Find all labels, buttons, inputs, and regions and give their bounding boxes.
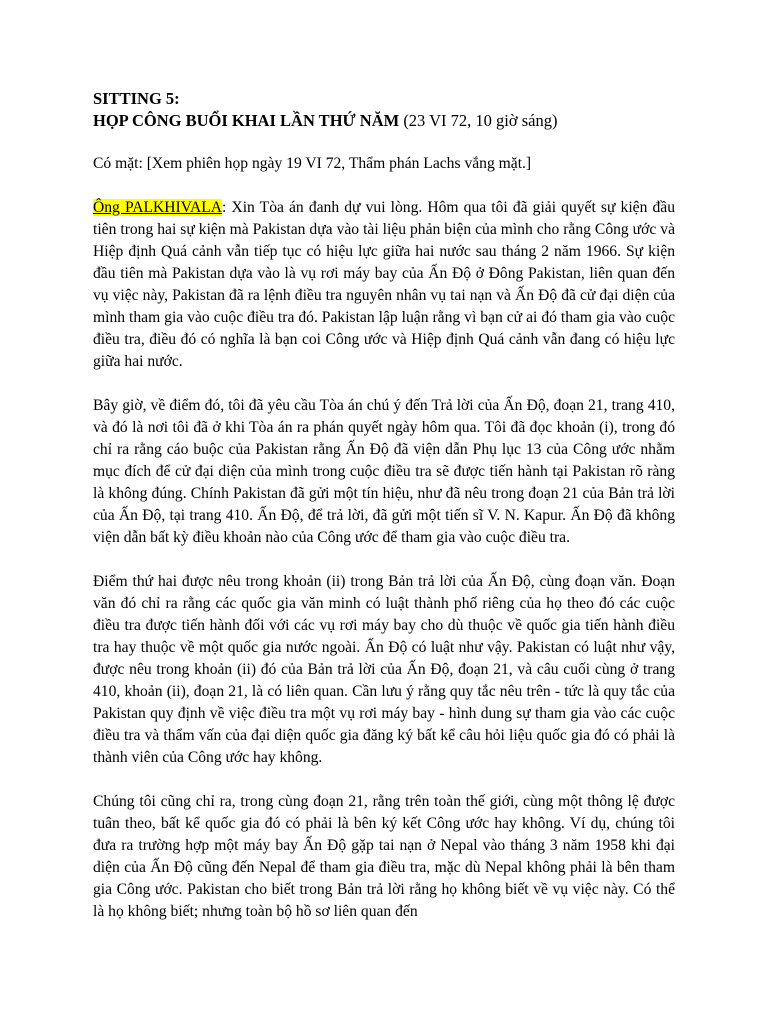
speaker-name: Ông PALKHIVALA xyxy=(93,199,223,216)
paragraph-3: Điểm thứ hai được nêu trong khoản (ii) trong Bản trả lời của Ấn Độ, cùng đoạn văn. Đoạn văn đó chỉ ra rằng các quốc gia văn minh có luật thành phố riêng của họ theo đó các cuộc điều tra được tiến hành đối với các vụ rơi máy bay cho dù thuộc về quốc gia tiến hành điều tra hay thuộc về một quốc gia nước ngoài. Ấn Độ có luật như vậy. Pakistan có luật như vậy, được nêu trong khoản (ii) đó của Bản trả lời của Ấn Độ, đoạn 21, và câu cuối cùng ở trang 410, khoản (ii), đoạn 21, là có liên quan. Cần lưu ý rằng quy tắc nêu trên - tức là quy tắc của Pakistan quy định về việc điều tra một vụ rơi máy bay - hình dung sự tham gia vào các cuộc điều tra và thẩm vấn của đại diện quốc gia đăng ký bất kể câu hỏi liệu quốc gia đó có phải là thành viên của Công ước hay không. xyxy=(93,573,675,766)
session-date: (23 VI 72, 10 giờ sáng) xyxy=(399,111,558,130)
paragraph-4: Chúng tôi cũng chỉ ra, trong cùng đoạn 21, rằng trên toàn thế giới, cùng một thông lệ được tuân theo, bất kể quốc gia đó có phải là bên ký kết Công ước hay không. Ví dụ, chúng tôi đưa ra trường hợp một máy bay Ấn Độ gặp tai nạn ở Nepal vào tháng 3 năm 1958 khi đại diện của Ấn Độ cũng đến Nepal để tham gia điều tra, mặc dù Nepal không phải là bên tham gia Công ước. Pakistan cho biết trong Bản trả lời rằng họ không biết về vụ việc này. Có thể là họ không biết; nhưng toàn bộ hồ sơ liên quan đến xyxy=(93,793,675,920)
paragraph-1 xyxy=(93,197,675,373)
paragraph-2: Bây giờ, về điểm đó, tôi đã yêu cầu Tòa án chú ý đến Trả lời của Ấn Độ, đoạn 21, trang 410, và đó là nơi tôi đã ở khi Tòa án ra phán quyết ngày hôm qua. Tôi đã đọc khoản (i), trong đó chỉ ra rằng cáo buộc của Pakistan rằng Ấn Độ đã viện dẫn Phụ lục 13 của Công ước nhằm mục đích để cử đại diện của mình trong cuộc điều tra sẽ được tiến hành tại Pakistan rõ ràng là không đúng. Chính Pakistan đã gửi một tín hiệu, như đã nêu trong đoạn 21 của Bản trả lời của Ấn Độ, tại trang 410. Ấn Độ, để trả lời, đã gửi một tiến sĩ V. N. Kapur. Ấn Độ đã không viện dẫn bất kỳ điều khoản nào của Công ước để tham gia vào cuộc điều tra. xyxy=(93,397,675,546)
document-heading xyxy=(93,88,675,132)
attendance-note: Có mặt: [Xem phiên họp ngày 19 VI 72, Thẩm phán Lachs vắng mặt.] xyxy=(93,155,532,172)
document-page xyxy=(93,88,675,923)
paragraph-1-text: : Xin Tòa án đanh dự vui lòng. Hôm qua tôi đã giải quyết sự kiện đầu tiên trong hai sự kiện mà Pakistan dựa vào tài liệu phản biện của mình cho rằng Công ước và Hiệp định Quá cảnh vẫn tiếp tục có hiệu lực giữa hai nước sau tháng 2 năm 1966. Sự kiện đầu tiên mà Pakistan dựa vào là vụ rơi máy bay của Ấn Độ ở Đông Pakistan, liên quan đến vụ việc này, Pakistan đã ra lệnh điều tra nguyên nhân vụ tai nạn và Ấn Độ đã cử đại diện của mình tham gia vào cuộc điều tra đó. Pakistan lập luận rằng vì bạn cử ai đó tham gia vào cuộc điều tra, điều đó có nghĩa là bạn coi Công ước và Hiệp định Quá cảnh vẫn đang có hiệu lực giữa hai nước. xyxy=(93,199,676,370)
session-title: HỌP CÔNG BUỔI KHAI LẦN THỨ NĂM xyxy=(93,111,400,130)
sitting-label: SITTING 5: xyxy=(93,89,180,108)
